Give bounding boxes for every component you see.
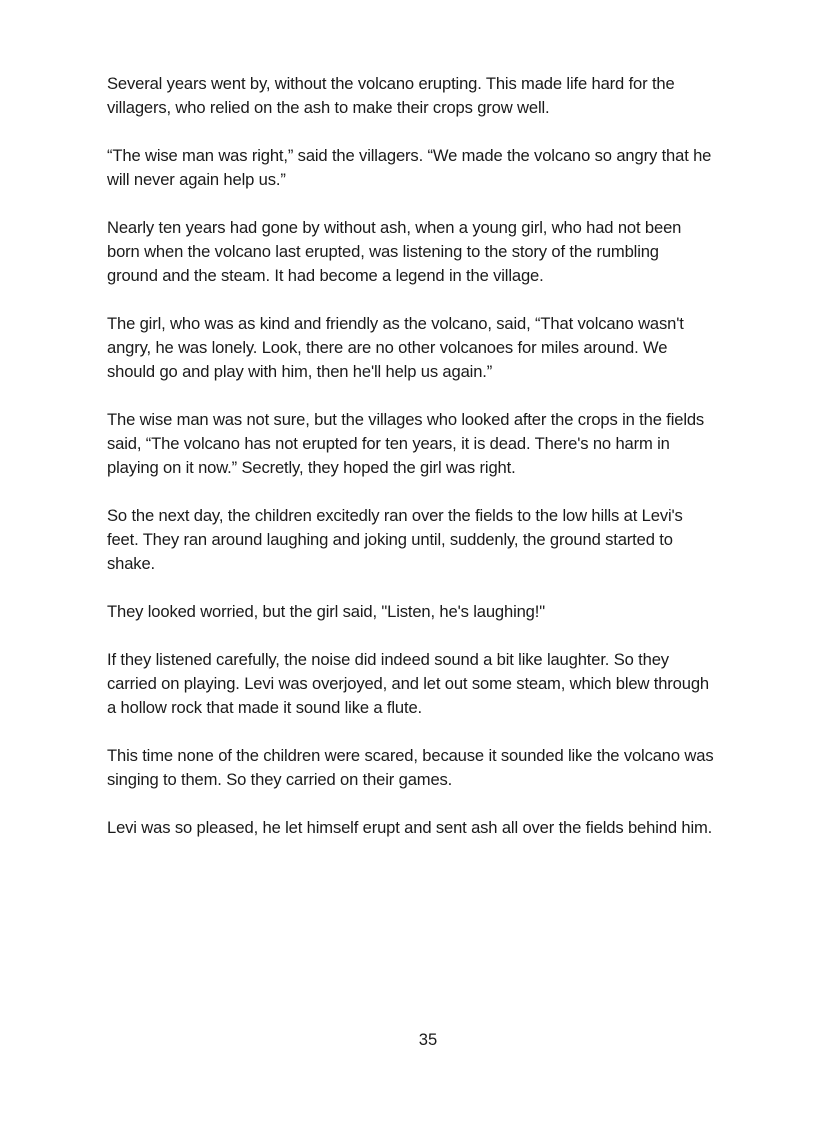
- text-line: Several years went by, without the volcano erupting. This made life hard for the: [107, 74, 675, 93]
- text-line: angry, he was lonely. Look, there are no other volcanoes for miles around. We: [107, 338, 668, 357]
- text-line: singing to them. So they carried on their games.: [107, 770, 453, 789]
- text-line: This time none of the children were scared, because it sounded like the volcano was: [107, 746, 714, 765]
- text-line: villagers, who relied on the ash to make their crops grow well.: [107, 98, 550, 117]
- text-line: Nearly ten years had gone by without ash, when a young girl, who had not been: [107, 218, 682, 237]
- paragraph-3: [107, 216, 757, 288]
- paragraph-6: [107, 504, 757, 576]
- text-line: should go and play with him, then he'll help us again.”: [107, 362, 493, 381]
- text-line: “The wise man was right,” said the villagers. “We made the volcano so angry that he: [107, 146, 712, 165]
- text-line: playing on it now.” Secretly, they hoped the girl was right.: [107, 458, 516, 477]
- text-line: The wise man was not sure, but the villages who looked after the crops in the fields: [107, 410, 705, 429]
- story-text: [107, 72, 757, 864]
- paragraph-1: [107, 72, 757, 120]
- text-line: a hollow rock that made it sound like a flute.: [107, 698, 423, 717]
- text-line: carried on playing. Levi was overjoyed, and let out some steam, which blew through: [107, 674, 710, 693]
- text-line: shake.: [107, 554, 155, 573]
- text-line: ground and the steam. It had become a legend in the village.: [107, 266, 544, 285]
- paragraph-10: [107, 816, 757, 840]
- paragraph-8: [107, 648, 757, 720]
- text-line: feet. They ran around laughing and joking until, suddenly, the ground started to: [107, 530, 673, 549]
- paragraph-2: [107, 144, 757, 192]
- text-line: They looked worried, but the girl said, "Listen, he's laughing!": [107, 602, 545, 621]
- text-line: So the next day, the children excitedly ran over the fields to the low hills at Levi's: [107, 506, 683, 525]
- text-line: Levi was so pleased, he let himself erupt and sent ash all over the fields behind him.: [107, 818, 713, 837]
- text-line: born when the volcano last erupted, was listening to the story of the rumbling: [107, 242, 659, 261]
- text-line: said, “The volcano has not erupted for ten years, it is dead. There's no harm in: [107, 434, 670, 453]
- paragraph-9: [107, 744, 757, 792]
- text-line: The girl, who was as kind and friendly as the volcano, said, “That volcano wasn't: [107, 314, 684, 333]
- text-line: If they listened carefully, the noise did indeed sound a bit like laughter. So they: [107, 650, 669, 669]
- paragraph-7: [107, 600, 757, 624]
- page-number: 35: [418, 1030, 438, 1049]
- paragraph-4: [107, 312, 757, 384]
- text-line: will never again help us.”: [107, 170, 286, 189]
- paragraph-5: [107, 408, 757, 480]
